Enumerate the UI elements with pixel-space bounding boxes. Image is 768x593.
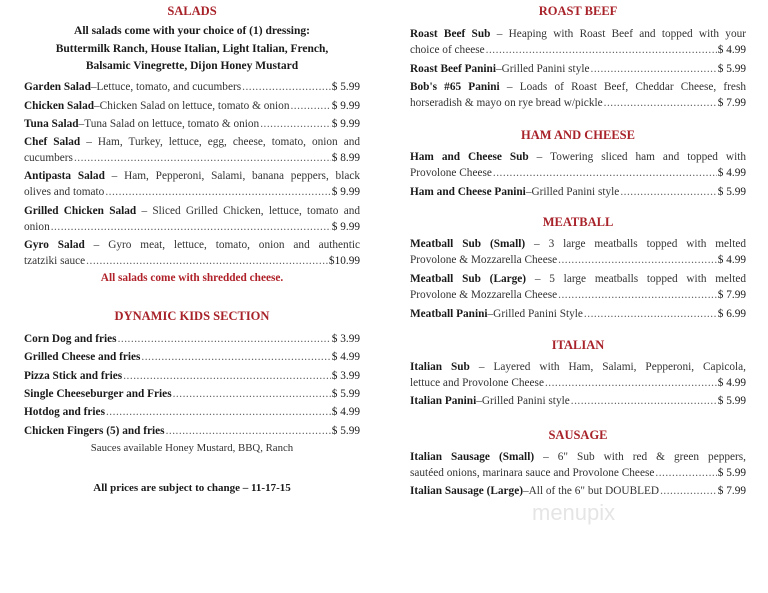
menu-item <box>410 149 746 181</box>
item-name: Ham and Cheese Panini <box>410 186 526 198</box>
dot-leader <box>141 349 330 365</box>
item-separator: – <box>526 273 550 285</box>
menu-item <box>410 26 746 58</box>
item-price: $ 4.99 <box>717 167 746 179</box>
dot-leader <box>591 61 717 77</box>
dot-leader <box>545 375 717 391</box>
item-name: Bob's #65 Panini <box>410 81 500 93</box>
menu-item-line <box>410 287 746 303</box>
item-description: Ham, Pepperoni, Salami, banana peppers, black <box>124 170 360 182</box>
menu-item-line <box>410 42 746 58</box>
dot-leader <box>118 331 331 347</box>
menu-item <box>24 404 360 420</box>
item-price: $ 4.99 <box>331 406 360 418</box>
dot-leader <box>74 150 331 166</box>
dot-leader <box>51 219 331 235</box>
menu-item-line <box>410 149 746 165</box>
item-name: Roast Beef Panini <box>410 63 496 75</box>
item-price: $ 9.99 <box>331 100 360 112</box>
item-description: Towering sliced ham and topped with <box>550 151 746 163</box>
item-description: Grilled Panini style <box>501 63 590 75</box>
item-name: Italian Sub <box>410 361 470 373</box>
dot-leader <box>584 306 717 322</box>
item-name: Grilled Chicken Salad <box>24 205 137 217</box>
menu-item <box>24 134 360 166</box>
menu-item-line <box>24 116 360 132</box>
dot-leader <box>166 423 331 439</box>
menu-item-line <box>410 306 746 322</box>
item-separator: – <box>528 151 551 163</box>
price-change-note: All prices are subject to change – 11-17-15 <box>93 482 291 494</box>
item-separator: – <box>495 63 502 75</box>
menu-item <box>24 423 360 439</box>
item-price: $ 6.99 <box>717 308 746 320</box>
menu-item-line <box>24 98 360 114</box>
dot-leader <box>260 116 331 132</box>
menu-item-line <box>410 236 746 252</box>
item-price: $ 5.99 <box>717 63 746 75</box>
item-separator: – <box>469 361 494 373</box>
item-description: Lettuce, tomato, and cucumbers <box>96 81 242 93</box>
item-name: Pizza Stick and fries <box>24 370 123 382</box>
item-price: $ 5.99 <box>331 425 360 437</box>
item-price: $ 4.99 <box>717 44 746 56</box>
menu-item <box>24 79 360 95</box>
dot-leader <box>660 483 717 499</box>
menu-item <box>24 98 360 114</box>
item-separator: – <box>80 136 98 148</box>
item-description: 5 large meatballs topped with melted <box>549 273 746 285</box>
item-price: $ 5.99 <box>717 467 746 479</box>
salads-dressing-list-1: Buttermilk Ranch, House Italian, Light Italian, French, <box>55 43 329 55</box>
item-price: $ 3.99 <box>331 370 360 382</box>
item-description-cont: choice of cheese <box>410 44 485 56</box>
item-name: Roast Beef Sub <box>410 28 491 40</box>
item-price: $ 8.99 <box>331 152 360 164</box>
meatball-heading: MEATBALL <box>542 215 614 229</box>
dot-leader <box>123 368 331 384</box>
item-description: Gyro meat, lettuce, tomato, onion and authentic <box>108 239 360 251</box>
item-name: Italian Panini <box>410 395 477 407</box>
menu-item <box>410 306 746 322</box>
item-name: Italian Sausage (Large) <box>410 485 523 497</box>
menu-item-line <box>410 79 746 95</box>
item-name: Ham and Cheese Sub <box>410 151 529 163</box>
menu-item-line <box>24 134 360 150</box>
item-price: $ 5.99 <box>717 186 746 198</box>
item-description-cont: lettuce and Provolone Cheese <box>410 377 544 389</box>
menu-item-line <box>24 331 360 347</box>
dot-leader <box>493 165 717 181</box>
item-price: $ 5.99 <box>331 81 360 93</box>
item-description: Ham, Turkey, lettuce, egg, cheese, tomato, onion and <box>97 136 360 148</box>
menu-item-line <box>410 449 746 465</box>
menu-item-line <box>410 375 746 391</box>
item-description: Tuna Salad on lettuce, tomato & onion <box>84 118 260 130</box>
dot-leader <box>558 287 717 303</box>
dot-leader <box>604 95 717 111</box>
item-description: 6" Sub with red & green peppers, <box>557 451 746 463</box>
item-name: Chicken Salad <box>24 100 94 112</box>
item-description: 3 large meatballs topped with melted <box>548 238 746 250</box>
dot-leader <box>242 79 331 95</box>
item-description-cont: sautéed onions, marinara sauce and Provolone Cheese <box>410 467 655 479</box>
menu-item <box>410 271 746 303</box>
menu-item <box>24 368 360 384</box>
item-name: Single Cheeseburger and Fries <box>24 388 172 400</box>
menu-item <box>410 359 746 391</box>
item-description-cont: Provolone & Mozzarella Cheese <box>410 254 558 266</box>
item-description: Grilled Panini style <box>531 186 620 198</box>
item-description: Heaping with Roast Beef and topped with your <box>508 28 746 40</box>
menu-item-line <box>24 404 360 420</box>
menu-item <box>410 449 746 481</box>
item-name: Italian Sausage (Small) <box>410 451 535 463</box>
item-description: Sliced Grilled Chicken, lettuce, tomato and <box>152 205 360 217</box>
menu-item <box>410 184 746 200</box>
item-description: Layered with Ham, Salami, Pepperoni, Capicola, <box>493 361 746 373</box>
item-description-cont: olives and tomato <box>24 186 105 198</box>
item-name: Chef Salad <box>24 136 81 148</box>
menu-item <box>410 483 746 499</box>
item-price: $ 5.99 <box>717 395 746 407</box>
item-price: $ 7.99 <box>717 97 746 109</box>
menu-item-line <box>24 184 360 200</box>
item-name: Meatball Sub (Small) <box>410 238 526 250</box>
menu-item-line <box>410 465 746 481</box>
menu-item <box>24 331 360 347</box>
menu-item-line <box>410 271 746 287</box>
menu-item-line <box>24 253 360 269</box>
item-description-cont: tzatziki sauce <box>24 255 86 267</box>
ham-cheese-heading: HAM AND CHEESE <box>521 128 635 142</box>
item-description: Grilled Panini style <box>481 395 570 407</box>
menu-item-line <box>24 368 360 384</box>
item-separator: – <box>78 118 85 130</box>
item-name: Meatball Sub (Large) <box>410 273 527 285</box>
menu-item-line <box>24 423 360 439</box>
menu-item-line <box>410 252 746 268</box>
menu-item-line <box>410 95 746 111</box>
sausage-heading: SAUSAGE <box>548 428 608 442</box>
item-description-cont: Provolone Cheese <box>410 167 492 179</box>
menu-item-line <box>410 61 746 77</box>
dot-leader <box>290 98 330 114</box>
item-separator: – <box>522 485 529 497</box>
menu-item-line <box>410 184 746 200</box>
item-name: Hotdog and fries <box>24 406 105 418</box>
item-price: $ 9.99 <box>331 186 360 198</box>
menu-item <box>410 236 746 268</box>
menu-item <box>24 349 360 365</box>
menu-item-line <box>24 168 360 184</box>
menu-item <box>24 386 360 402</box>
item-description: All of the 6" but DOUBLED <box>528 485 660 497</box>
item-name: Tuna Salad <box>24 118 79 130</box>
dot-leader <box>558 252 717 268</box>
menu-item-line <box>24 237 360 253</box>
roast-beef-heading: ROAST BEEF <box>538 4 618 18</box>
item-description-cont: Provolone & Mozzarella Cheese <box>410 289 558 301</box>
item-price: $ 7.99 <box>717 485 746 497</box>
kids-sauces-note: Sauces available Honey Mustard, BBQ, Ranch <box>90 442 294 454</box>
salads-dressing-list-2: Balsamic Vinegrette, Dijon Honey Mustard <box>85 60 299 72</box>
item-price: $ 4.99 <box>331 351 360 363</box>
item-separator: – <box>84 239 109 251</box>
menu-item-line <box>410 483 746 499</box>
item-separator: – <box>499 81 520 93</box>
salads-cheese-note: All salads come with shredded cheese. <box>100 272 284 284</box>
item-separator: – <box>525 186 532 198</box>
menu-item-line <box>24 203 360 219</box>
dot-leader <box>571 393 717 409</box>
item-description-cont: cucumbers <box>24 152 73 164</box>
menu-item-line <box>410 165 746 181</box>
dot-leader <box>106 404 331 420</box>
item-separator: – <box>525 238 549 250</box>
menu-item <box>24 116 360 132</box>
item-price: $ 5.99 <box>331 388 360 400</box>
item-name: Chicken Fingers (5) and fries <box>24 425 165 437</box>
item-separator: – <box>487 308 494 320</box>
item-separator: – <box>490 28 509 40</box>
dot-leader <box>486 42 717 58</box>
salads-dressing-intro: All salads come with your choice of (1) dressing: <box>74 25 310 37</box>
item-name: Grilled Cheese and fries <box>24 351 141 363</box>
item-name: Antipasta Salad <box>24 170 105 182</box>
dot-leader <box>105 184 330 200</box>
menu-item <box>410 79 746 111</box>
dot-leader <box>173 386 331 402</box>
item-description-cont: horseradish & mayo on rye bread w/pickle <box>410 97 603 109</box>
menu-item-line <box>24 386 360 402</box>
dot-leader <box>86 253 328 269</box>
item-price: $ 7.99 <box>717 289 746 301</box>
item-description: Chicken Salad on lettuce, tomato & onion <box>99 100 290 112</box>
item-price: $ 4.99 <box>717 254 746 266</box>
item-separator: – <box>94 100 100 112</box>
item-separator: – <box>104 170 125 182</box>
item-name: Meatball Panini <box>410 308 488 320</box>
watermark: menupix <box>532 500 616 525</box>
item-name: Garden Salad <box>24 81 91 93</box>
menu-item-line <box>24 79 360 95</box>
item-price: $ 4.99 <box>717 377 746 389</box>
dot-leader <box>655 465 716 481</box>
item-separator: – <box>534 451 558 463</box>
menu-item <box>410 393 746 409</box>
menu-item-line <box>410 359 746 375</box>
menu-item <box>24 237 360 269</box>
item-price: $10.99 <box>328 255 360 267</box>
item-name: Gyro Salad <box>24 239 85 251</box>
kids-heading: DYNAMIC KIDS SECTION <box>114 309 270 323</box>
item-separator: – <box>476 395 482 407</box>
item-description: Loads of Roast Beef, Cheddar Cheese, fresh <box>519 81 746 93</box>
item-name: Corn Dog and fries <box>24 333 117 345</box>
italian-heading: ITALIAN <box>551 338 605 352</box>
menu-item <box>410 61 746 77</box>
item-separator: – <box>90 81 97 93</box>
item-price: $ 9.99 <box>331 118 360 130</box>
item-description: Grilled Panini Style <box>493 308 583 320</box>
item-description-cont: onion <box>24 221 50 233</box>
dot-leader <box>620 184 716 200</box>
menu-item-line <box>24 349 360 365</box>
menu-item-line <box>24 219 360 235</box>
menu-item <box>24 203 360 235</box>
salads-heading: SALADS <box>167 4 217 18</box>
menu-item <box>24 168 360 200</box>
item-separator: – <box>136 205 153 217</box>
menu-item-line <box>410 26 746 42</box>
item-price: $ 3.99 <box>331 333 360 345</box>
menu-item-line <box>410 393 746 409</box>
item-price: $ 9.99 <box>331 221 360 233</box>
menu-item-line <box>24 150 360 166</box>
